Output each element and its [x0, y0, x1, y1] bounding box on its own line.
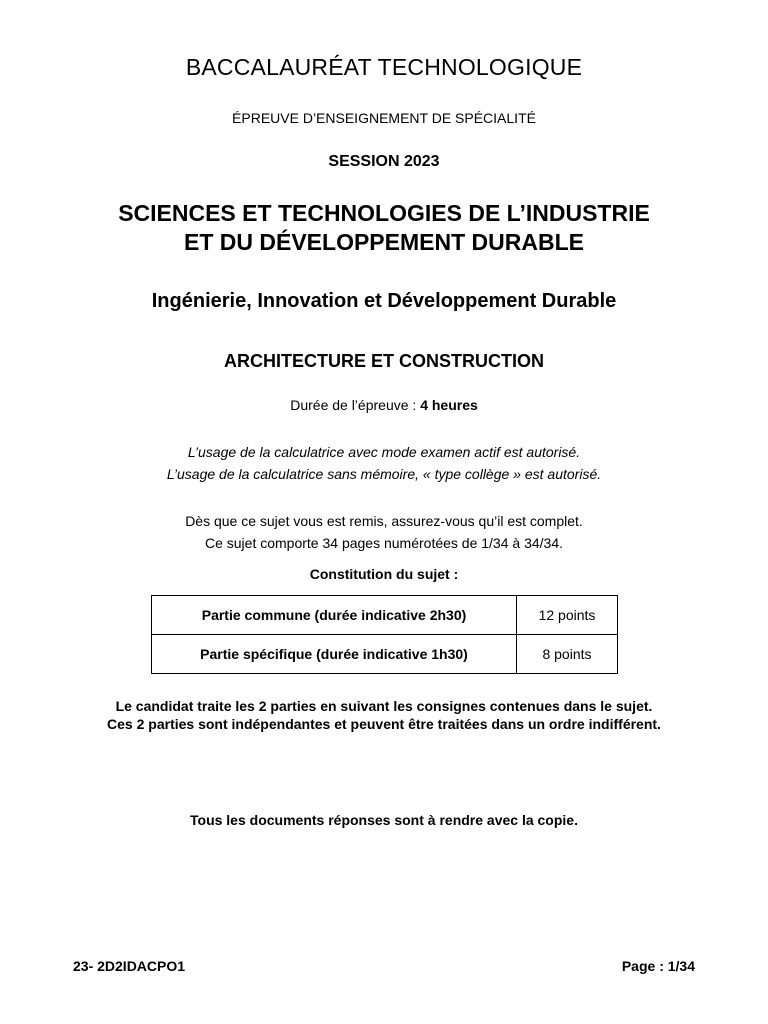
subject-title — [0, 199, 768, 257]
footer-page-number: Page : 1/34 — [621, 958, 695, 974]
completeness-note — [0, 510, 768, 554]
calculator-rule-1: L’usage de la calculatrice avec mode examen actif est autorisé. — [187, 444, 581, 460]
subject-title-line-2: ET DU DÉVELOPPEMENT DURABLE — [184, 229, 584, 255]
completeness-line-1: Dès que ce sujet vous est remis, assurez-vous qu’il est complet. — [185, 513, 583, 529]
candidate-instructions — [0, 697, 768, 733]
subject-title-line-1: SCIENCES ET TECHNOLOGIES DE L’INDUSTRIE — [118, 200, 650, 226]
option-title: ARCHITECTURE ET CONSTRUCTION — [224, 351, 544, 371]
part-points: 8 points — [517, 635, 618, 674]
part-label: Partie commune (durée indicative 2h30) — [152, 596, 517, 635]
table-row — [152, 635, 618, 674]
documents-note: Tous les documents réponses sont à rendre avec la copie. — [190, 812, 578, 828]
exam-duration — [0, 397, 768, 413]
part-label: Partie spécifique (durée indicative 1h30) — [152, 635, 517, 674]
calculator-rules — [0, 441, 768, 485]
instruction-line-2: Ces 2 parties sont indépendantes et peuvent être traitées dans un ordre indifférent. — [107, 716, 661, 732]
table-row — [152, 596, 618, 635]
specialty-title: Ingénierie, Innovation et Développement Durable — [151, 290, 617, 312]
constitution-table — [151, 595, 618, 674]
exam-title: BACCALAURÉAT TECHNOLOGIQUE — [185, 54, 583, 80]
epreuve-type: ÉPREUVE D’ENSEIGNEMENT DE SPÉCIALITÉ — [232, 110, 536, 126]
footer-subject-code: 23- 2D2IDACPO1 — [73, 958, 186, 974]
part-points: 12 points — [517, 596, 618, 635]
completeness-line-2: Ce sujet comporte 34 pages numérotées de 1/34 à 34/34. — [204, 535, 563, 551]
instruction-line-1: Le candidat traite les 2 parties en suivant les consignes contenues dans le sujet. — [115, 698, 653, 714]
calculator-rule-2: L’usage de la calculatrice sans mémoire, « type collège » est autorisé. — [166, 466, 602, 482]
duration-value: 4 heures — [420, 397, 478, 413]
duration-label: Durée de l’épreuve : — [290, 397, 421, 413]
constitution-heading: Constitution du sujet : — [309, 566, 459, 582]
session-year: SESSION 2023 — [328, 153, 440, 170]
